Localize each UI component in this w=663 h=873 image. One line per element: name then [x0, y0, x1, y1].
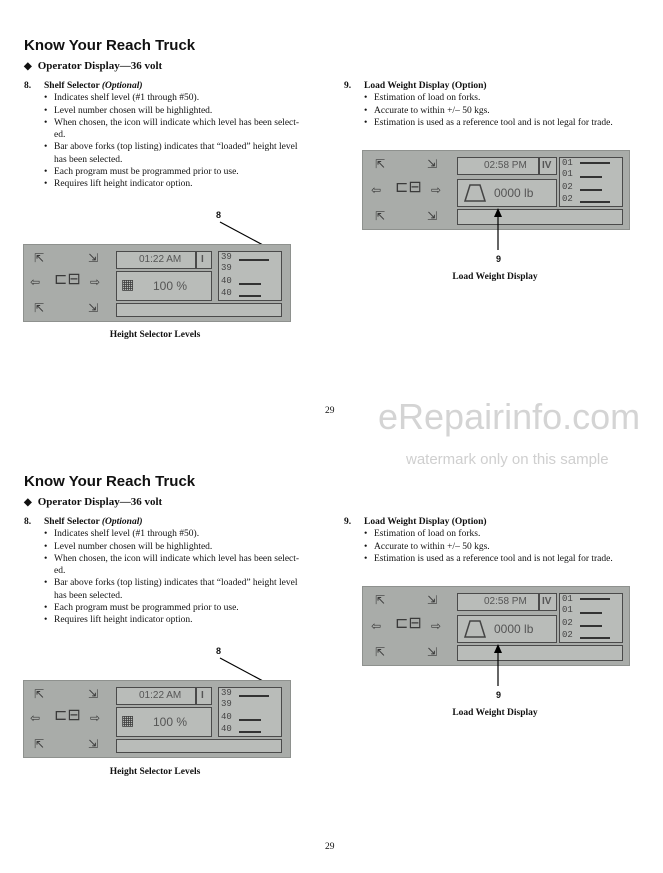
battery-icon: ▦	[121, 277, 135, 293]
watermark-note: watermark only on this sample	[406, 451, 609, 468]
mode-display: IV	[539, 157, 557, 175]
fork-raise-icon: ⇲	[88, 251, 99, 265]
list-item: • Estimation of load on forks.	[364, 92, 644, 104]
list-item: • Requires lift height indicator option.	[44, 614, 324, 626]
right-arrow-icon: ⇨	[431, 183, 442, 197]
time-display: 01:22 AM	[116, 687, 196, 705]
message-bar	[116, 303, 282, 317]
weight-icon	[464, 619, 486, 639]
section-subtitle: ◆ Operator Display—36 volt	[24, 496, 163, 508]
mode-display: I	[196, 687, 212, 705]
callout-arrow	[492, 208, 504, 252]
figure-caption: Height Selector Levels	[109, 330, 201, 340]
fork-lower-icon: ⇲	[88, 301, 99, 315]
left-arrow-icon: ⇦	[371, 619, 382, 633]
left-arrow-icon: ⇦	[30, 275, 41, 289]
figure-caption: Load Weight Display	[452, 272, 538, 282]
list-item: • Indicates shelf level (#1 through #50).	[44, 528, 324, 540]
list-item: • Accurate to within +/– 50 kgs.	[364, 541, 644, 553]
fork-lower-icon: ⇲	[427, 645, 438, 659]
fork-icon: ⊏⊟	[395, 613, 422, 632]
list-item: • Level number chosen will be highlighted.	[44, 105, 324, 117]
battery-display: ▦ 100 %	[116, 271, 212, 301]
shelf-level-list: 01 01 02 02	[559, 593, 623, 643]
load-weight-heading: 9. Load Weight Display (Option)	[344, 517, 487, 527]
shelf-selector-list	[24, 92, 324, 190]
list-item: • Estimation is used as a reference tool and is not legal for trade.	[364, 553, 644, 565]
callout-9: 9	[496, 254, 502, 264]
callout-9: 9	[496, 690, 502, 700]
shelf-selector-heading: 8. Shelf Selector (Optional)	[24, 517, 143, 527]
shelf-level-list: 39 39 40 40	[218, 687, 282, 737]
right-arrow-icon: ⇨	[90, 275, 101, 289]
weight-display: 0000 lb	[457, 615, 557, 643]
list-item: • Level number chosen will be highlighted.	[44, 541, 324, 553]
right-arrow-icon: ⇨	[90, 711, 101, 725]
list-item: • Indicates shelf level (#1 through #50).	[44, 92, 324, 104]
weight-display: 0000 lb	[457, 179, 557, 207]
fork-icon: ⊏⊟	[54, 269, 81, 288]
fork-lower-icon: ⇱	[375, 209, 386, 223]
fork-raise-icon: ⇲	[88, 687, 99, 701]
list-item: • Each program must be programmed prior to use.	[44, 166, 324, 178]
figure-caption: Load Weight Display	[452, 708, 538, 718]
list-item: • Estimation of load on forks.	[364, 528, 644, 540]
time-display: 02:58 PM	[457, 593, 539, 611]
time-display: 02:58 PM	[457, 157, 539, 175]
operator-display-height	[23, 244, 291, 322]
section-subtitle: ◆ Operator Display—36 volt	[24, 60, 163, 72]
battery-icon: ▦	[121, 713, 135, 729]
left-arrow-icon: ⇦	[30, 711, 41, 725]
watermark-site: eRepairinfo.com	[378, 396, 641, 437]
load-weight-section	[344, 80, 644, 129]
mode-display: I	[196, 251, 212, 269]
load-weight-list	[344, 528, 644, 565]
load-weight-list	[344, 92, 644, 129]
fork-raise-icon: ⇱	[34, 687, 45, 701]
list-item: • When chosen, the icon will indicate which level has been select-	[44, 117, 324, 129]
mode-display: IV	[539, 593, 557, 611]
right-arrow-icon: ⇨	[431, 619, 442, 633]
operator-display-height	[23, 680, 291, 758]
time-display: 01:22 AM	[116, 251, 196, 269]
left-arrow-icon: ⇦	[371, 183, 382, 197]
list-item: • Each program must be programmed prior to use.	[44, 602, 324, 614]
list-item-continued: has been selected.	[54, 154, 123, 165]
shelf-selector-section	[24, 80, 324, 191]
list-item-continued: ed.	[54, 130, 66, 141]
shelf-selector-list	[24, 528, 324, 626]
shelf-level-list: 39 39 40 40	[218, 251, 282, 301]
fork-lower-icon: ⇱	[34, 301, 45, 315]
page-number: 29	[325, 406, 335, 416]
page-title: Know Your Reach Truck	[24, 37, 196, 54]
list-item: • Accurate to within +/– 50 kgs.	[364, 105, 644, 117]
page-number: 29	[325, 842, 335, 852]
callout-8: 8	[216, 646, 222, 656]
fork-lower-icon: ⇲	[427, 209, 438, 223]
list-item: • Estimation is used as a reference tool and is not legal for trade.	[364, 117, 644, 129]
callout-arrow	[492, 644, 504, 688]
list-item: • Bar above forks (top listing) indicates that “loaded” height level	[44, 141, 324, 153]
fork-lower-icon: ⇱	[34, 737, 45, 751]
callout-8: 8	[216, 210, 222, 220]
manual-page-top	[0, 0, 663, 436]
message-bar	[116, 739, 282, 753]
fork-lower-icon: ⇱	[375, 645, 386, 659]
shelf-selector-section	[24, 516, 324, 627]
fork-icon: ⊏⊟	[54, 705, 81, 724]
manual-page-bottom	[0, 437, 663, 873]
list-item: • When chosen, the icon will indicate which level has been select-	[44, 553, 324, 565]
list-item: • Bar above forks (top listing) indicates that “loaded” height level	[44, 577, 324, 589]
list-item-continued: ed.	[54, 566, 66, 577]
message-bar	[457, 645, 623, 661]
figure-caption: Height Selector Levels	[109, 767, 201, 777]
message-bar	[457, 209, 623, 225]
shelf-selector-heading: 8. Shelf Selector (Optional)	[24, 81, 143, 91]
load-weight-heading: 9. Load Weight Display (Option)	[344, 81, 487, 91]
fork-raise-icon: ⇱	[34, 251, 45, 265]
weight-icon	[464, 183, 486, 203]
fork-lower-icon: ⇲	[88, 737, 99, 751]
page-title: Know Your Reach Truck	[24, 473, 196, 490]
fork-raise-icon: ⇱	[375, 157, 386, 171]
battery-display: ▦ 100 %	[116, 707, 212, 737]
list-item-continued: has been selected.	[54, 590, 123, 601]
shelf-level-list: 01 01 02 02	[559, 157, 623, 207]
load-weight-section	[344, 516, 644, 565]
fork-icon: ⊏⊟	[395, 177, 422, 196]
fork-raise-icon: ⇲	[427, 157, 438, 171]
list-item: • Requires lift height indicator option.	[44, 178, 324, 190]
fork-raise-icon: ⇲	[427, 593, 438, 607]
fork-raise-icon: ⇱	[375, 593, 386, 607]
